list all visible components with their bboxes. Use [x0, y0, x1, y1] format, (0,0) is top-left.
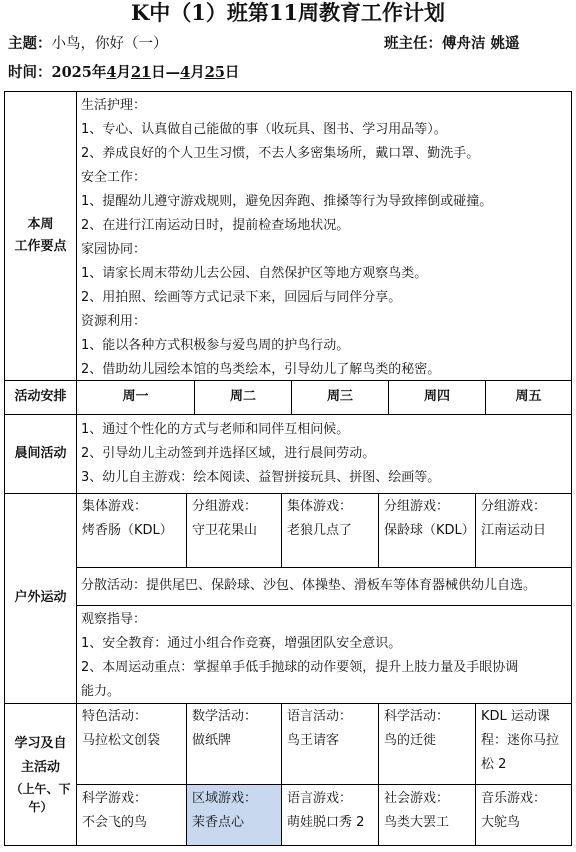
activity-name: 不会飞的鸟	[82, 815, 148, 830]
focus-line: 2、用拍照、绘画等方式记录下来，回园后与同伴分享。	[81, 290, 402, 305]
focus-line: 1、能以各种方式积极参与爱鸟周的护鸟行动。	[81, 338, 350, 353]
day-friday: 周五	[515, 389, 542, 404]
morning-content	[81, 418, 569, 490]
learning-label-line4: 午）	[28, 800, 53, 814]
learning-wed-1	[282, 703, 378, 753]
outdoor-observation	[81, 608, 569, 704]
learning-mon-1	[77, 703, 186, 753]
observe-line: 能力。	[81, 684, 121, 699]
schedule-label: 活动安排	[14, 389, 67, 404]
focus-line: 2、借助幼儿园绘本馆的鸟类绘本，引导幼儿了解鸟类的秘密。	[81, 362, 441, 377]
day-char-1: 日—	[151, 64, 181, 81]
theme-value: 小鸟，你好（一）	[51, 36, 168, 52]
teacher-row	[384, 34, 520, 54]
learning-tue-2	[187, 785, 281, 845]
game-name: 江南运动日	[481, 523, 547, 538]
activity-name: 程：迷你马拉	[481, 733, 560, 748]
start-day: 21	[130, 64, 152, 81]
end-month: 4	[180, 64, 191, 81]
day-wednesday: 周三	[326, 389, 353, 404]
observe-line: 1、安全教育：通过小组合作竞赛，增强团队安全意识。	[81, 636, 402, 651]
theme-row	[8, 34, 168, 54]
focus-line: 1、提醒幼儿遵守游戏规则，避免因奔跑、推搡等行为导致摔倒或碰撞。	[81, 194, 493, 209]
morning-line: 1、通过个性化的方式与老师和同伴互相问候。	[81, 422, 350, 437]
learning-label-line3: （上午、下	[10, 782, 71, 796]
activity-type: 区域游戏：	[192, 791, 258, 806]
learning-tue-1	[187, 703, 281, 753]
scattered-line: 分散活动：提供尾巴、保龄球、沙包、体操垫、滑板车等体育器械供幼儿自选。	[81, 578, 537, 593]
focus-line: 2、在进行江南运动日时，提前检查场地状况。	[81, 218, 350, 233]
teacher-names: 傅舟洁 姚遥	[442, 35, 520, 52]
observe-line: 观察指导：	[81, 612, 147, 627]
game-type: 分组游戏：	[384, 499, 450, 514]
focus-line: 1、请家长周末带幼儿去公园、自然保护区等地方观察鸟类。	[81, 266, 428, 281]
weekly-focus-content	[81, 94, 569, 382]
outdoor-game-mon	[77, 493, 186, 543]
learning-label	[5, 703, 76, 845]
time-label: 时间：	[8, 64, 52, 81]
morning-label: 晨间活动	[14, 445, 67, 461]
game-type: 分组游戏：	[481, 499, 547, 514]
activity-name: 做纸牌	[192, 733, 232, 748]
learning-wed-2	[282, 785, 378, 835]
end-day: 25	[204, 64, 225, 81]
activity-type: 语言游戏：	[287, 791, 353, 806]
game-type: 分组游戏：	[192, 499, 258, 514]
observe-line: 2、本周运动重点：掌握单手低手抛球的动作要领，提升上肢力量及手眼协调	[81, 660, 519, 675]
activity-type: 社会游戏：	[384, 791, 450, 806]
activity-name: 马拉松文创袋	[82, 733, 161, 748]
month-char-1: 月	[116, 64, 131, 81]
day-char-2: 日	[224, 64, 240, 81]
learning-fri-1	[476, 703, 571, 777]
learning-mon-2	[77, 785, 186, 835]
focus-line: 资源利用：	[81, 314, 147, 329]
day-tuesday: 周二	[229, 389, 256, 404]
game-type: 集体游戏：	[287, 499, 353, 514]
morning-line: 3、幼儿自主游戏：绘本阅读、益智拼接玩具、拼图、绘画等。	[81, 470, 441, 485]
outdoor-game-wed	[282, 493, 378, 543]
activity-extra: 松 2	[481, 757, 507, 772]
activity-name: 茉香点心	[192, 815, 245, 830]
activity-name: 大鸵鸟	[481, 815, 521, 830]
day-monday: 周一	[122, 389, 149, 404]
activity-name: 鸟类大罢工	[384, 815, 450, 830]
outdoor-scattered	[81, 574, 569, 598]
plan-table	[4, 91, 572, 846]
activity-type: 特色活动：	[82, 709, 148, 724]
learning-label-line1: 学习及自	[14, 736, 67, 751]
activity-name: 萌娃脱口秀 2	[287, 815, 365, 830]
activity-type: KDL 运动课	[481, 709, 550, 724]
focus-line: 生活护理：	[81, 98, 147, 113]
outdoor-label: 户外运动	[14, 590, 67, 605]
page-title: K中（1）班第11周教育工作计划	[130, 0, 446, 25]
outdoor-game-tue	[187, 493, 281, 543]
learning-label-line2: 主活动	[20, 760, 60, 775]
learning-thu-2	[379, 785, 475, 835]
day-thursday: 周四	[423, 389, 450, 404]
month-char-2: 月	[190, 64, 205, 81]
morning-line: 2、引导幼儿主动签到并选择区域，进行晨间劳动。	[81, 446, 376, 461]
outdoor-game-fri	[476, 493, 571, 543]
focus-line: 安全工作：	[81, 170, 147, 185]
focus-line: 1、专心、认真做自己能做的事（收玩具、图书、学习用品等）。	[81, 122, 447, 137]
learning-thu-1	[379, 703, 475, 753]
theme-label: 主题：	[8, 35, 52, 52]
game-name: 守卫花果山	[192, 523, 258, 538]
teacher-label: 班主任：	[384, 35, 442, 52]
activity-type: 语言活动：	[287, 709, 353, 724]
game-name: 保龄球（KDL）	[384, 523, 475, 538]
game-name: 老狼几点了	[287, 523, 353, 538]
outdoor-game-thu	[379, 493, 475, 543]
learning-fri-2	[476, 785, 571, 835]
game-type: 集体游戏：	[82, 499, 148, 514]
weekly-focus-label: 本周 工作要点	[14, 217, 67, 254]
year: 2025年	[51, 64, 107, 81]
activity-type: 音乐游戏：	[481, 791, 547, 806]
activity-name: 鸟王请客	[287, 733, 340, 748]
activity-type: 数学活动：	[192, 709, 258, 724]
focus-line: 家园协同：	[81, 242, 147, 257]
activity-name: 鸟的迁徙	[384, 733, 437, 748]
activity-type: 科学活动：	[384, 709, 450, 724]
date-row	[8, 63, 239, 83]
start-month: 4	[106, 64, 117, 81]
game-name: 烤香肠（KDL）	[82, 523, 173, 538]
activity-type: 科学游戏：	[82, 791, 148, 806]
focus-line: 2、养成良好的个人卫生习惯，不去人多密集场所，戴口罩、勤洗手。	[81, 146, 480, 161]
